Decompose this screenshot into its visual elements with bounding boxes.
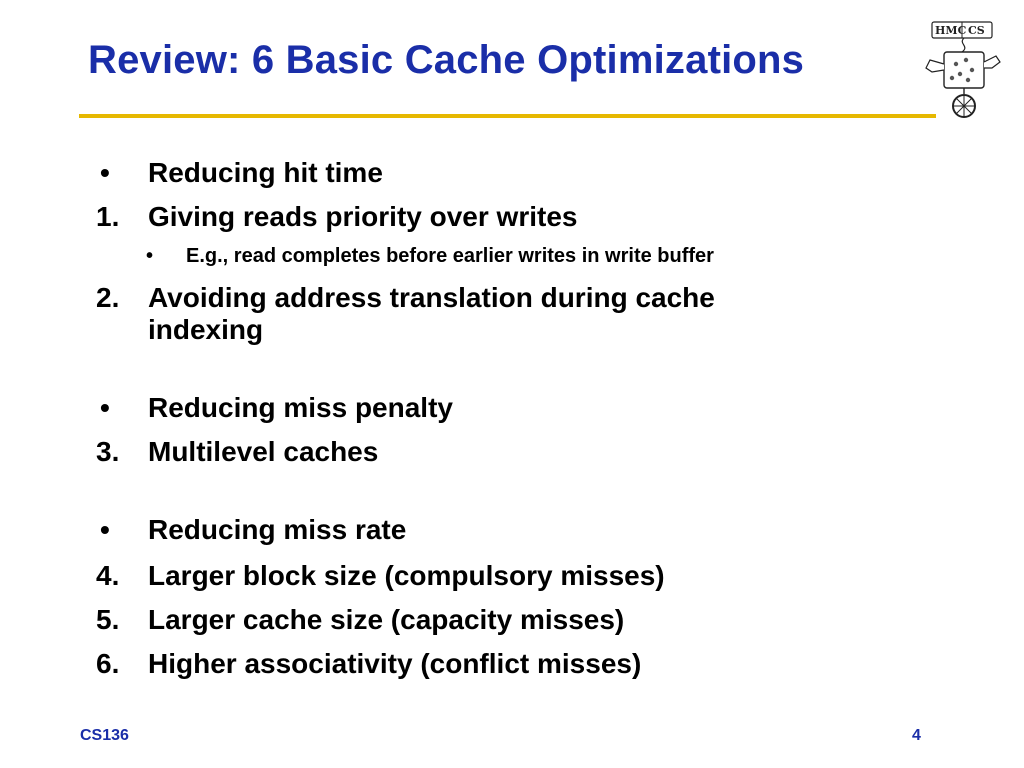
bullet-marker: •	[100, 157, 110, 188]
bullet-marker: •	[100, 514, 110, 545]
list-item-text: Reducing miss penalty	[148, 392, 453, 423]
list-item-text: indexing	[148, 314, 264, 345]
slide-title: Review: 6 Basic Cache Optimizations	[88, 38, 805, 82]
number-marker: 6.	[96, 648, 120, 679]
list-item-text: Higher associativity (conflict misses)	[148, 648, 642, 679]
number-marker: 3.	[96, 436, 120, 467]
title-divider	[79, 114, 936, 118]
bullet-marker: •	[100, 392, 110, 423]
bullet-marker: •	[146, 245, 154, 267]
list-item-text: Giving reads priority over writes	[148, 201, 578, 232]
footer-page-number: 4	[912, 727, 921, 744]
logo-text-left: HMC	[935, 24, 967, 37]
list-item-text: Larger cache size (capacity misses)	[148, 604, 625, 635]
logo-text-right: CS	[968, 24, 985, 37]
number-marker: 4.	[96, 560, 120, 591]
list-item-text: Larger block size (compulsory misses)	[148, 560, 665, 591]
number-marker: 5.	[96, 604, 120, 635]
list-item-text: Reducing hit time	[148, 157, 383, 188]
hmc-cs-logo-icon	[920, 18, 1008, 118]
list-item-text: Avoiding address translation during cache	[148, 282, 715, 313]
list-item-text: Reducing miss rate	[148, 514, 407, 545]
sub-list-item-text: E.g., read completes before earlier writes in write buffer	[186, 245, 714, 267]
footer-course: CS136	[80, 727, 129, 744]
number-marker: 1.	[96, 201, 120, 232]
list-item-text: Multilevel caches	[148, 436, 379, 467]
number-marker: 2.	[96, 282, 120, 313]
